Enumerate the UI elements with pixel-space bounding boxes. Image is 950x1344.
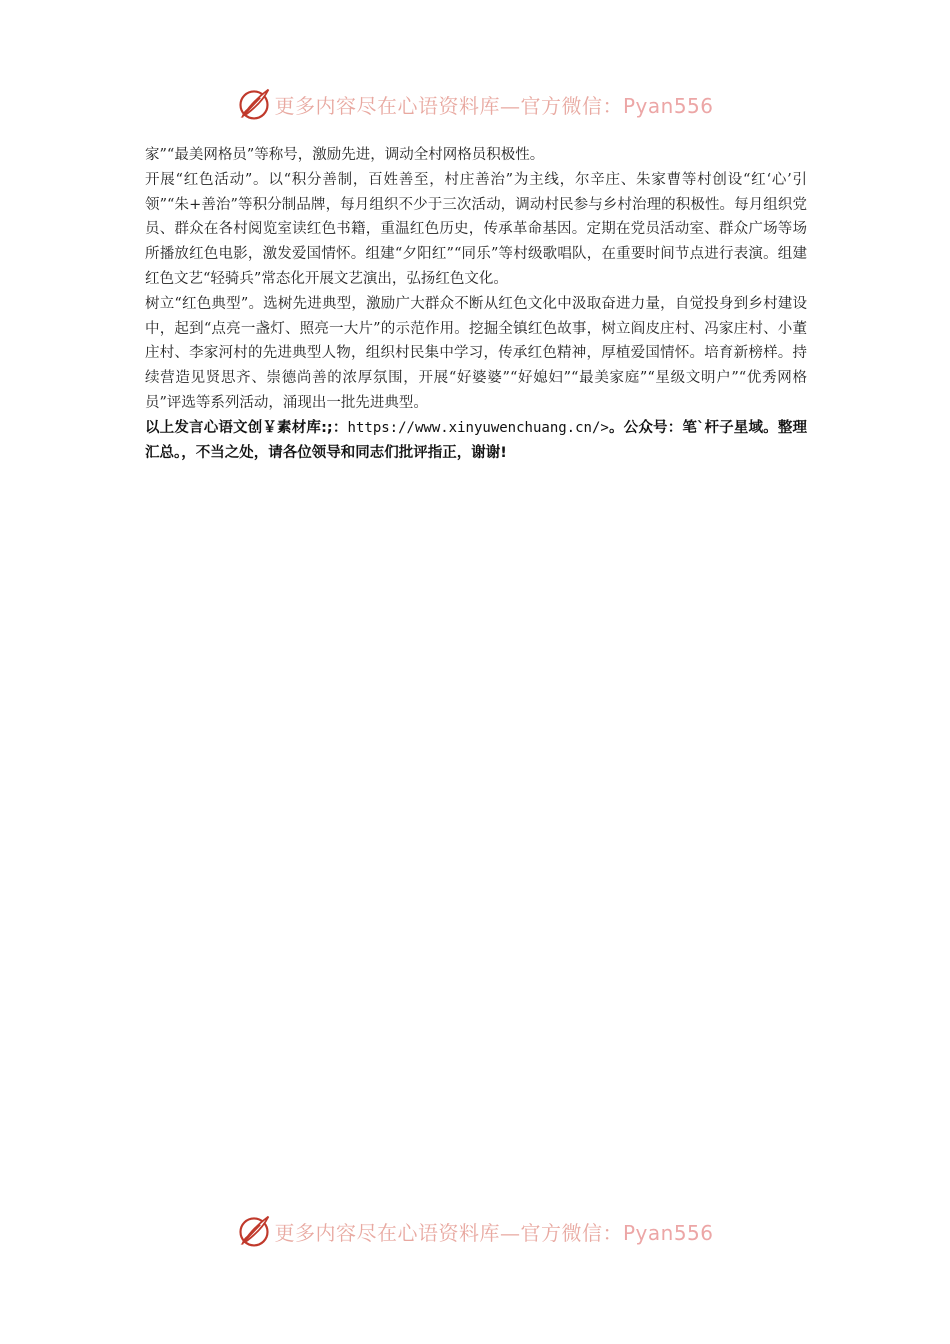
header-banner-main: 更多内容尽在心语资料库—官方微信： bbox=[274, 93, 623, 118]
quill-pen-logo-icon bbox=[236, 1213, 272, 1249]
closing-note bbox=[145, 416, 807, 466]
closing-note-prefix: 以上发言心语文创￥素材库:;： bbox=[145, 419, 348, 436]
footer-banner bbox=[0, 1209, 950, 1253]
paragraph-3: 树立“红色典型”。选树先进典型，激励广大群众不断从红色文化中汲取奋进力量，自觉投身到乡村建设中，起到“点亮一盏灯、照亮一大片”的示范作用。挖掘全镇红色故事，树立阎皮庄村、冯家庄村、小董庄村、李家河村的先进典型人物，组织村民集中学习，传承红色精神，厚植爱国情怀。培育新榜样。持续营造见贤思齐、崇德尚善的浓厚氛围，开展“好婆婆”“好媳妇”“最美家庭”“星级文明户”“优秀网格员”评选等系列活动，涌现出一批先进典型。 bbox=[145, 295, 807, 411]
footer-banner-text bbox=[274, 1217, 713, 1246]
footer-banner-wechat: Pyan556 bbox=[622, 1220, 714, 1245]
document-body bbox=[145, 143, 807, 466]
paragraph-1: 家”“最美网格员”等称号，激励先进，调动全村网格员积极性。 bbox=[145, 147, 545, 163]
footer-banner-main: 更多内容尽在心语资料库—官方微信： bbox=[274, 1220, 623, 1245]
closing-note-suffix: 。公众号：笔`杆子星域。整理汇总。，不当之处，请各位领导和同志们批评指正，谢谢! bbox=[145, 419, 807, 461]
quill-pen-logo-icon bbox=[236, 86, 272, 122]
header-banner-wechat: Pyan556 bbox=[622, 93, 714, 118]
header-banner-text bbox=[274, 90, 713, 119]
header-banner bbox=[0, 82, 950, 126]
closing-note-url: https://www.xinyuwenchuang.cn/> bbox=[347, 419, 609, 436]
paragraph-2: 开展“红色活动”。以“积分善制，百姓善至，村庄善治”为主线，尔辛庄、朱家曹等村创设“红‘心’引领”“朱+善治”等积分制品牌，每月组织不少于三次活动，调动村民参与乡村治理的积极性。每月组织党员、群众在各村阅览室读红色书籍，重温红色历史，传承革命基因。定期在党员活动室、群众广场等场所播放红色电影，激发爱国情怀。组建“夕阳红”“同乐”等村级歌唱队，在重要时间节点进行表演。组建红色文艺“轻骑兵”常态化开展文艺演出，弘扬红色文化。 bbox=[145, 171, 807, 287]
